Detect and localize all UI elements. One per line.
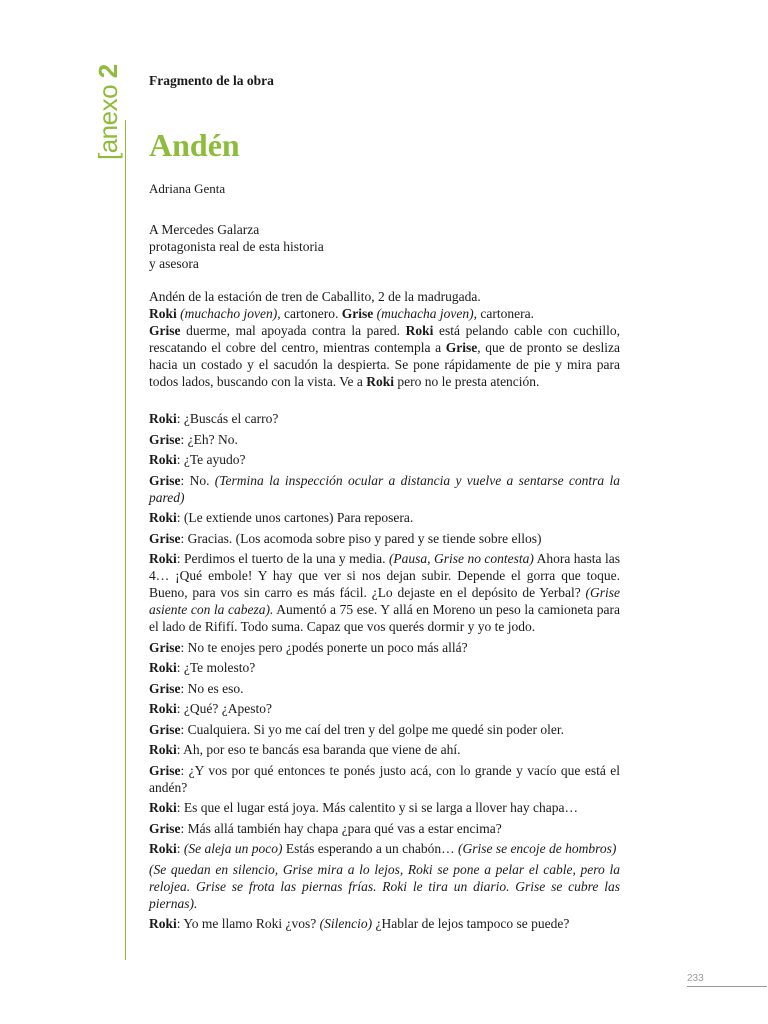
line-text: : ¿Y vos por qué entonces te ponés justo acá, con lo grande y vacío que está el andén?: [149, 762, 620, 795]
speaker-name: Roki: [149, 701, 177, 716]
speaker-name: Grise: [149, 530, 181, 546]
dialogue-line: [149, 639, 620, 656]
stage-intro: [149, 288, 620, 390]
line-text: : Perdimos el tuerto de la una y media.: [176, 551, 389, 566]
speaker-name: Grise: [149, 323, 181, 338]
speaker-name: Grise: [149, 762, 181, 778]
dedication-line: protagonista real de esta historia: [149, 239, 324, 254]
line-text: : Más allá también hay chapa ¿para qué vas a estar encima?: [180, 820, 502, 836]
intro-text: , cartonera.: [473, 306, 535, 321]
dialogue-line: [149, 659, 620, 676]
speaker-name: Roki: [149, 916, 177, 931]
stage-direction: (Se aleja un poco): [183, 841, 283, 856]
speaker-name: Roki: [366, 374, 394, 389]
dedication-line: A Mercedes Galarza: [149, 222, 260, 237]
speaker-name: Grise: [149, 472, 181, 488]
speaker-name: Roki: [405, 323, 434, 338]
line-text: : No.: [180, 472, 215, 488]
dialogue-line: [149, 721, 620, 738]
line-text: : No te enojes pero ¿podés ponerte un poco más allá?: [180, 639, 468, 655]
page-number: 233: [687, 973, 767, 987]
speaker-name: Roki: [149, 742, 177, 757]
stage-direction-line: [149, 861, 620, 912]
line-text: : Cualquiera. Si yo me caí del tren y del golpe me quedé sin poder oler.: [180, 721, 565, 737]
intro-action: [149, 322, 620, 390]
speaker-name: Grise: [149, 721, 181, 737]
speaker-name: Roki: [149, 510, 177, 525]
speaker-name: Roki: [149, 800, 177, 815]
stage-direction: (Silencio): [319, 916, 373, 931]
intro-text: duerme, mal apoyada contra la pared.: [180, 323, 406, 338]
line-text: : ¿Qué? ¿Apesto?: [176, 701, 272, 716]
speaker-name: Grise: [341, 306, 374, 321]
stage-direction: (Termina la inspección ocular a distancia y vuelve a sentarse contra la pared): [149, 472, 621, 505]
stage-direction: (Pausa, Grise no contesta): [388, 551, 534, 566]
author-name: Adriana Genta: [149, 181, 226, 196]
stage-direction: (muchacha joven): [376, 306, 474, 321]
dialogue-line: [149, 509, 620, 526]
page-title: Andén: [149, 127, 240, 163]
dialogue-line: [149, 550, 620, 635]
intro-text: , cartonero.: [277, 306, 342, 321]
annex-side-rule: [125, 120, 126, 960]
dialogue-line: [149, 799, 620, 816]
line-text: : No es eso.: [180, 680, 244, 696]
line-text: Estás esperando a un chabón…: [282, 841, 458, 856]
speaker-name: Roki: [149, 551, 177, 566]
annex-word: [anexo: [93, 84, 123, 160]
line-text: : ¿Buscás el carro?: [176, 411, 279, 426]
intro-text: está pelando cable con cuchillo, rescatando el cobre del centro, mientras contempla a: [149, 323, 620, 355]
speaker-name: Grise: [149, 680, 181, 696]
section-kicker: Fragmento de la obra: [149, 73, 274, 88]
speaker-name: Roki: [149, 306, 177, 321]
line-text: : ¿Te ayudo?: [176, 452, 246, 467]
dialogue: [149, 410, 620, 932]
line-text: Aumentó a 75 ese. Y allá en Moreno un peso la camioneta para el lado de Rififí. Todo suma. Capaz que vos querés dormir y yo te jodo.: [149, 602, 620, 634]
annex-label: [94, 50, 122, 160]
line-text: : Ah, por eso te bancás esa baranda que viene de ahí.: [176, 742, 461, 757]
dedication-line: y asesora: [149, 256, 199, 271]
dialogue-line: [149, 451, 620, 468]
speaker-name: Grise: [149, 820, 181, 836]
speaker-name: Roki: [149, 841, 177, 856]
speaker-name: Grise: [149, 431, 181, 447]
line-text: : Es que el lugar está joya. Más calentito y si se larga a llover hay chapa…: [176, 800, 579, 815]
dialogue-line: [149, 741, 620, 758]
speaker-name: Grise: [149, 639, 181, 655]
line-text: : ¿Eh? No.: [180, 431, 238, 447]
speaker-name: Roki: [149, 452, 177, 467]
dialogue-line: [149, 530, 620, 547]
line-text: Ahora hasta las 4… ¡Qué embole! Y hay que ver si nos dejan subir. Depende el gorra que toque. Bueno, para vos sin carro es más fácil. ¿Lo dejaste en el depósito de Yerbal?: [149, 551, 620, 600]
line-text: :: [176, 841, 184, 856]
dialogue-line: [149, 700, 620, 717]
dialogue-line: [149, 431, 620, 448]
speaker-name: Roki: [149, 411, 177, 426]
intro-characters: [149, 305, 620, 322]
annex-number: 2: [93, 64, 123, 79]
line-text: : Gracias. (Los acomoda sobre piso y pared y se tiende sobre ellos): [180, 530, 542, 546]
article-body: [149, 73, 620, 936]
dialogue-line: [149, 472, 620, 506]
stage-direction: (Grise asiente con la cabeza).: [149, 585, 620, 617]
line-text: ¿Hablar de lejos tampoco se puede?: [372, 916, 570, 931]
line-text: : Yo me llamo Roki ¿vos?: [176, 916, 320, 931]
intro-text: , que de pronto se desliza hacia un costado y el sacudón la despierta. Se pone rápidamente de pie y mira para todos lados, buscando con la vista. Ve a: [149, 340, 620, 389]
speaker-name: Roki: [149, 660, 177, 675]
stage-direction: (Se quedan en silencio, Grise mira a lo lejos, Roki se pone a pelar el cable, pero la relojea. Grise se frota las piernas frías. Roki le tira un diario. Grise se cubre las piernas).: [149, 861, 620, 911]
stage-direction: (muchacho joven): [180, 306, 278, 321]
dialogue-line: [149, 840, 620, 857]
dialogue-line: [149, 762, 620, 796]
dialogue-line: [149, 680, 620, 697]
speaker-name: Grise: [445, 340, 478, 355]
dialogue-line: [149, 915, 620, 932]
stage-direction: (Grise se encoje de hombros): [457, 841, 617, 856]
line-text: : (Le extiende unos cartones) Para reposera.: [176, 510, 414, 525]
dialogue-line: [149, 820, 620, 837]
dedication: [149, 221, 620, 272]
dialogue-line: [149, 410, 620, 427]
intro-text: pero no le presta atención.: [393, 374, 540, 389]
line-text: : ¿Te molesto?: [176, 660, 256, 675]
intro-setting: Andén de la estación de tren de Caballito, 2 de la madrugada.: [149, 289, 481, 304]
